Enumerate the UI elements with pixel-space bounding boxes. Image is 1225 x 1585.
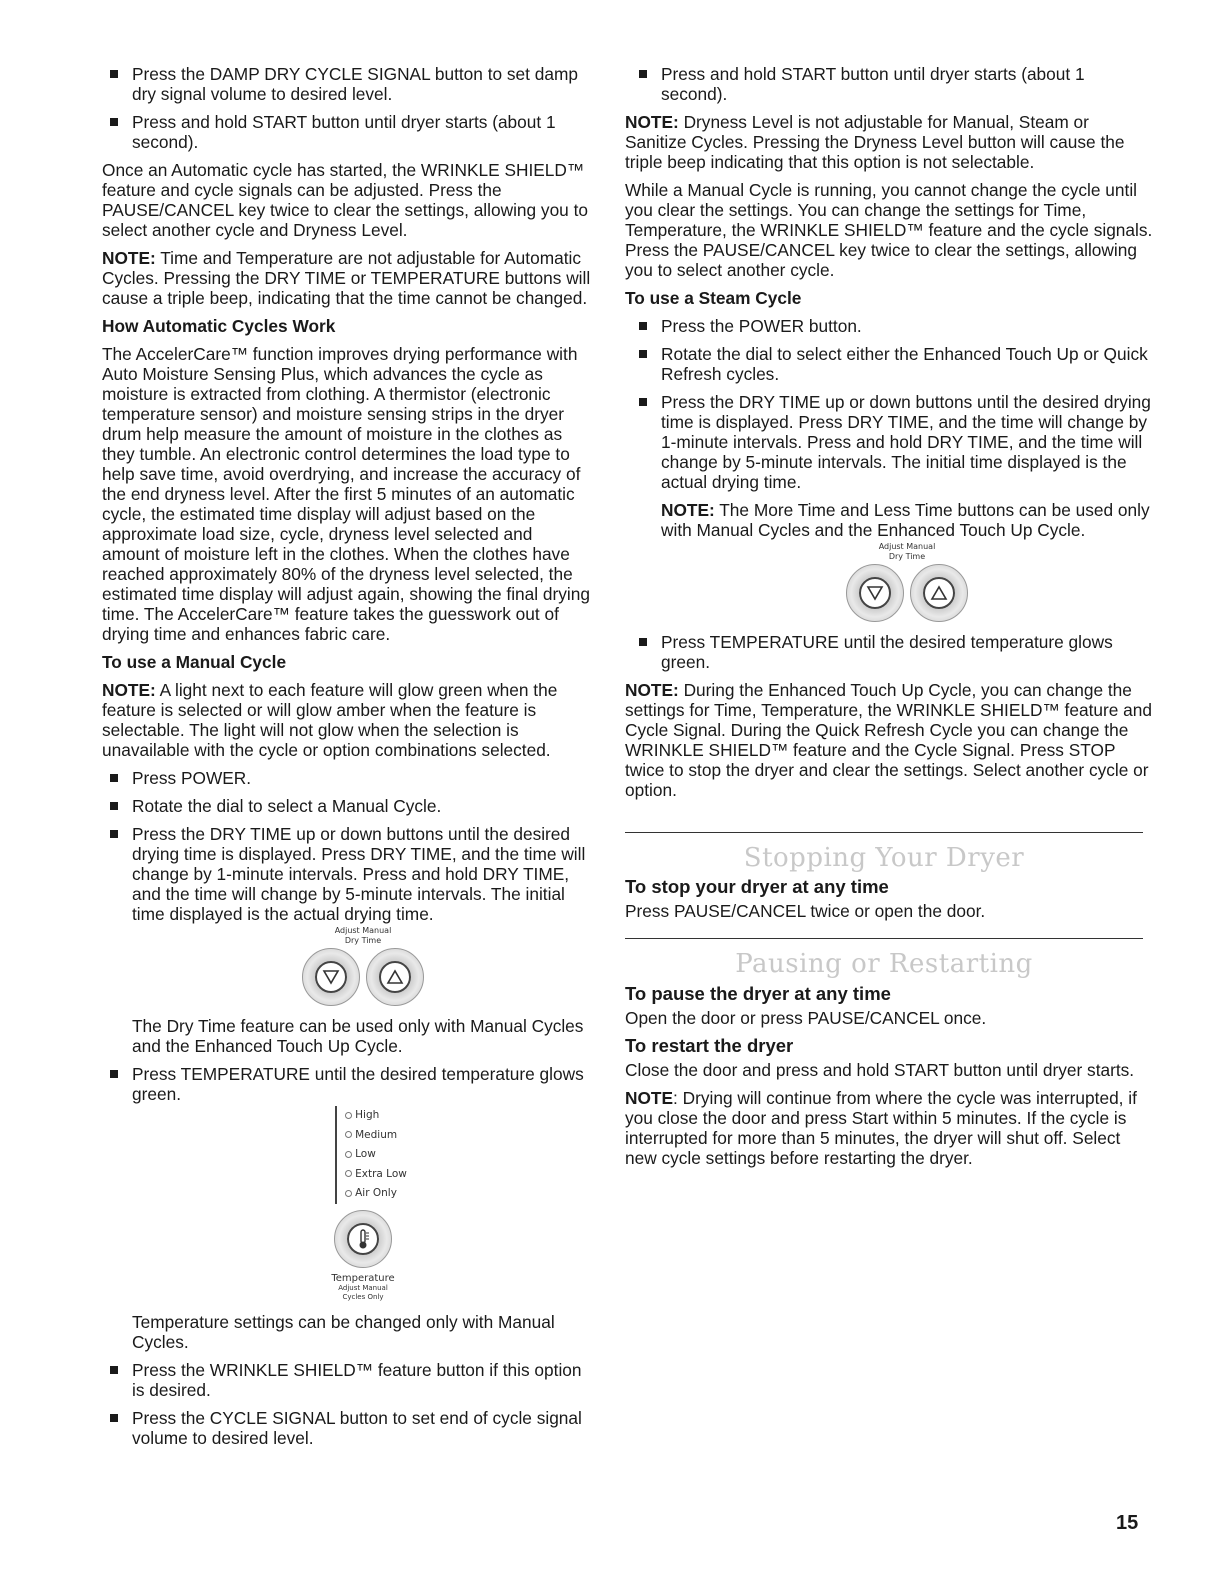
divider bbox=[625, 938, 1143, 939]
left-column bbox=[102, 64, 594, 1456]
figure-caption: Dry Time bbox=[344, 936, 382, 945]
heading-restart: To restart the dryer bbox=[625, 1035, 794, 1056]
heading-pause: To pause the dryer at any time bbox=[625, 983, 891, 1004]
temp-option: Air Only bbox=[345, 1184, 407, 1204]
page-number: 15 bbox=[1116, 1512, 1139, 1534]
heading-manual-cycle: To use a Manual Cycle bbox=[102, 652, 287, 672]
bullet-steam-temperature: Press TEMPERATURE until the desired temperature glows green. bbox=[631, 632, 1153, 672]
bullet-start-auto: Press and hold START button until dryer starts (about 1 second). bbox=[102, 112, 594, 152]
figure-caption: Adjust Manual bbox=[334, 926, 392, 935]
pause-instructions: Open the door or press PAUSE/CANCEL once. bbox=[625, 1008, 987, 1028]
bullet-power: Press POWER. bbox=[102, 768, 594, 788]
temp-option: Medium bbox=[345, 1126, 407, 1146]
temperature-note: Temperature settings can be changed only with Manual Cycles. bbox=[132, 1311, 555, 1352]
temperature-button bbox=[334, 1210, 392, 1268]
restart-note: NOTE: Drying will continue from where the cycle was interrupted, if you close the door and press Start within 5 minutes. If the cycle is interrupted for more than 5 minutes, the dryer will shut off. Select new cycle settings before restarting the dryer. bbox=[625, 1088, 1137, 1168]
up-arrow-icon bbox=[930, 585, 948, 601]
dry-time-buttons-figure bbox=[102, 926, 594, 1006]
bullet-steam-dry-time: Press the DRY TIME up or down buttons until the desired drying time is displayed. Press DRY TIME, and the time will change by 1-minute intervals. Press and hold DRY TIME, and the time will change by 5-minute intervals. The initial time displayed is the actual drying time. bbox=[631, 392, 1153, 492]
bullet-damp-dry: Press the DAMP DRY CYCLE SIGNAL button to set damp dry signal volume to desired level. bbox=[102, 64, 594, 104]
section-title-stopping: Stopping Your Dryer bbox=[743, 843, 1025, 873]
dry-time-up-button bbox=[366, 948, 424, 1006]
right-column bbox=[625, 64, 1153, 808]
heading-steam-cycle: To use a Steam Cycle bbox=[625, 288, 802, 308]
figure-caption: Dry Time bbox=[888, 552, 926, 561]
temperature-caption: Temperature bbox=[331, 1272, 395, 1284]
down-arrow-icon bbox=[866, 585, 884, 601]
dry-time-down-button bbox=[302, 948, 360, 1006]
bullet-cycle-signal: Press the CYCLE SIGNAL button to set end of cycle signal volume to desired level. bbox=[102, 1408, 594, 1448]
divider bbox=[625, 832, 1143, 833]
heading-how-automatic: How Automatic Cycles Work bbox=[102, 316, 336, 336]
manual-note: NOTE: A light next to each feature will glow green when the feature is selected or will glow amber when the feature is selectable. The light will not glow when the selection is unavailable with the cycle or option combinations selected. bbox=[102, 680, 558, 760]
auto-note: NOTE: Time and Temperature are not adjustable for Automatic Cycles. Pressing the DRY TIME or TEMPERATURE buttons will cause a triple beep, indicating that the time cannot be changed. bbox=[102, 248, 591, 308]
down-arrow-icon bbox=[322, 969, 340, 985]
figure-caption: Adjust Manual bbox=[878, 542, 936, 551]
bullet-dry-time: Press the DRY TIME up or down buttons until the desired drying time is displayed. Press DRY TIME, and the time will change by 1-minute intervals. Press and hold DRY TIME, and the time will change by 5-minute intervals. The initial time displayed is the actual drying time. bbox=[102, 824, 594, 924]
bullet-steam-rotate: Rotate the dial to select either the Enhanced Touch Up or Quick Refresh cycles. bbox=[631, 344, 1153, 384]
steam-dry-time-down-button bbox=[846, 564, 904, 622]
pausing-section bbox=[625, 984, 1145, 1176]
bullet-start-manual: Press and hold START button until dryer starts (about 1 second). bbox=[631, 64, 1153, 104]
temperature-caption: Adjust Manual bbox=[338, 1283, 388, 1292]
dry-time-note: The Dry Time feature can be used only with Manual Cycles and the Enhanced Touch Up Cycle. bbox=[132, 1016, 584, 1056]
manual-running-paragraph: While a Manual Cycle is running, you cannot change the cycle until you clear the settings. You can change the settings for Time, Temperature, the WRINKLE SHIELD™ feature and the cycle signals. Press the PAUSE/CANCEL key twice to clear the settings, allowing you to select another cycle. bbox=[625, 180, 1153, 280]
dryness-note: NOTE: Dryness Level is not adjustable for Manual, Steam or Sanitize Cycles. Pressing the Dryness Level button will cause the triple beep indicating that this option is not selectable. bbox=[625, 112, 1125, 172]
bullet-temperature: Press TEMPERATURE until the desired temperature glows green. bbox=[102, 1064, 594, 1104]
stop-instructions: Press PAUSE/CANCEL twice or open the door. bbox=[625, 901, 986, 921]
steam-dry-time-figure bbox=[631, 542, 1153, 622]
heading-stop: To stop your dryer at any time bbox=[625, 876, 889, 897]
temperature-figure bbox=[102, 1106, 594, 1302]
auto-started-paragraph: Once an Automatic cycle has started, the WRINKLE SHIELD™ feature and cycle signals can be adjusted. Press the PAUSE/CANCEL key twice to clear the settings, allowing you to select another cycle and Dryness Level. bbox=[102, 160, 589, 240]
thermometer-icon bbox=[356, 1228, 370, 1250]
bullet-rotate-dial: Rotate the dial to select a Manual Cycle. bbox=[102, 796, 594, 816]
up-arrow-icon bbox=[386, 969, 404, 985]
restart-instructions: Close the door and press and hold START button until dryer starts. bbox=[625, 1060, 1135, 1080]
section-title-pausing: Pausing or Restarting bbox=[735, 949, 1033, 979]
more-less-time-note: NOTE: The More Time and Less Time buttons can be used only with Manual Cycles and the Enhanced Touch Up Cycle. bbox=[661, 500, 1150, 540]
temp-option: Extra Low bbox=[345, 1165, 407, 1185]
temp-option: High bbox=[345, 1106, 407, 1126]
touch-up-note: NOTE: During the Enhanced Touch Up Cycle, you can change the settings for Time, Temperature, the WRINKLE SHIELD™ feature and Cycle Signal. During the Quick Refresh Cycle you can change the WRINKLE SHIELD™ feature and the Cycle Signal. Press STOP twice to stop the dryer and clear the settings. Select another cycle or option. bbox=[625, 680, 1152, 800]
steam-dry-time-up-button bbox=[910, 564, 968, 622]
bullet-wrinkle-shield: Press the WRINKLE SHIELD™ feature button if this option is desired. bbox=[102, 1360, 594, 1400]
auto-explanation: The AccelerCare™ function improves drying performance with Auto Moisture Sensing Plus, which advances the cycle as moisture is extracted from clothing. A thermistor (electronic temperature sensor) and moisture sensing strips in the dryer drum help measure the amount of moisture in the clothes as they tumble. An electronic control determines the load type to help save time, avoid overdrying, and increase the accuracy of the end dryness level. After the first 5 minutes of an automatic cycle, the estimated time display will adjust based on the approximate load size, cycle, dryness level selected and amount of moisture left in the clothes. When the clothes have reached approximately 80% of the dryness level selected, the estimated time display will adjust again, showing the final drying time. The AccelerCare™ feature takes the guesswork out of drying time and enhances fabric care. bbox=[102, 344, 590, 644]
bullet-steam-power: Press the POWER button. bbox=[631, 316, 1153, 336]
temperature-list bbox=[335, 1106, 407, 1204]
temperature-caption: Cycles Only bbox=[342, 1292, 384, 1301]
temp-option: Low bbox=[345, 1145, 407, 1165]
stopping-section bbox=[625, 877, 1145, 929]
